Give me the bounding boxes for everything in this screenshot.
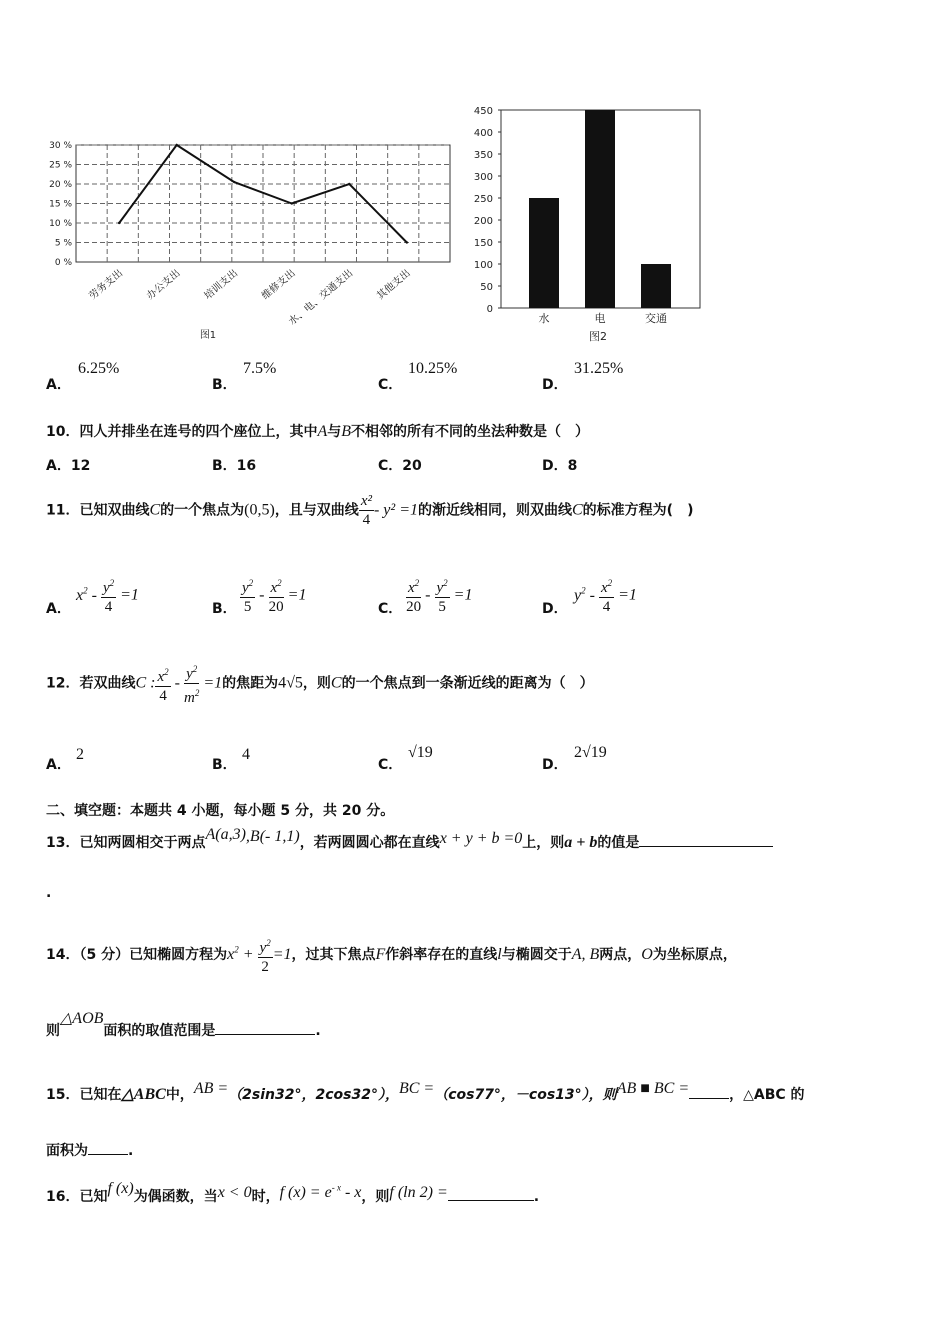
chart2-ytick-label: 150 xyxy=(473,238,493,249)
q14-text-e: 两点， xyxy=(599,947,642,963)
chart2-bar xyxy=(529,198,559,308)
chart2-ytick-label: 0 xyxy=(486,304,493,315)
q11-fraction: $\frac{\text{x²}}{4}$ xyxy=(360,493,372,528)
q12-text-b: 的焦距为 xyxy=(222,675,279,692)
q14-var-l: l xyxy=(497,946,502,963)
line-chart-figure1 xyxy=(40,130,460,350)
question-14-line2: 则△AOB面积的取值范围是 . xyxy=(46,1010,321,1039)
section-2-heading: 二、填空题：本题共 4 小题，每小题 5 分，共 20 分。 xyxy=(46,803,395,819)
q14-text-a: 14．（5 分）已知椭圆方程为 xyxy=(46,947,228,963)
chart1-category-label: 维修支出 xyxy=(259,267,298,303)
q16-text-b: 为偶函数，当 xyxy=(133,1189,218,1205)
chart2-ytick-label: 250 xyxy=(473,194,493,205)
q12-fraction-1: $\frac{x^2}{4}$ xyxy=(155,663,170,705)
q16-definition: f $(x) = e^{- x} - x$ xyxy=(279,1182,362,1201)
chart1-category-label: 办公支出 xyxy=(144,267,183,303)
chart2-category-label: 电 xyxy=(594,312,606,325)
q15-answer-blank-1[interactable] xyxy=(689,1098,729,1099)
q11-text-b: 的一个焦点为 xyxy=(160,502,245,519)
q14-points: A, B xyxy=(571,946,600,963)
q15-bc-value: （cos77°，－cos13°），则 xyxy=(434,1087,617,1103)
q12-option-a-label: A． xyxy=(46,757,71,773)
chart2-ytick-label: 350 xyxy=(473,150,493,161)
chart1-point xyxy=(175,144,177,146)
q16-condition: x < 0 xyxy=(217,1184,252,1201)
q11-option-a-formula: $x^2$ - $\frac{y^2}{4}$ =1 xyxy=(76,574,139,616)
q11-point: (0,5) xyxy=(244,501,275,519)
q9-option-d-value: 31.25% xyxy=(574,360,624,377)
q12-option-d-value: 2√19 xyxy=(574,744,607,761)
q16-fx: f (x) xyxy=(107,1180,134,1197)
q13-text-c: 上，则 xyxy=(522,835,565,851)
q13-point-b: ,B(- 1,1) xyxy=(245,828,300,845)
q10-option-c: C．20 xyxy=(378,458,422,474)
q10-text-a: 10．四人并排坐在连号的四个座位上，其中 xyxy=(46,424,318,440)
q12-option-c-value: √19 xyxy=(408,744,433,761)
q15-text-c: ，△ABC 的 xyxy=(729,1087,805,1103)
q11-text-e: 的标准方程为( ) xyxy=(582,502,694,519)
q9-option-a-label: A． xyxy=(46,377,71,393)
q9-option-b-label: B． xyxy=(212,377,237,393)
q15-vector-bc: BC = xyxy=(398,1080,435,1097)
q12-focal: 4√5 xyxy=(278,674,303,692)
q10-option-b: B．16 xyxy=(212,458,257,474)
q11-option-a-label: A． xyxy=(46,601,71,617)
chart2-category-label: 水 xyxy=(538,312,550,325)
q11-text-a: 11．已知双曲线 xyxy=(46,502,150,519)
q12-option-b-label: B． xyxy=(212,757,237,773)
chart2-ytick-label: 400 xyxy=(473,128,493,139)
chart2-ytick-label: 450 xyxy=(473,106,493,117)
q12-var-c: C xyxy=(330,674,342,692)
q14-text-g: 则 xyxy=(46,1023,60,1039)
chart2-caption: 图2 xyxy=(589,330,607,343)
q14-text-h: 面积的取值范围是 xyxy=(103,1023,216,1039)
question-13 xyxy=(46,826,773,852)
chart2-bar xyxy=(641,264,671,308)
q16-answer-blank[interactable] xyxy=(448,1200,534,1201)
q14-answer-blank[interactable] xyxy=(215,1034,315,1035)
q13-line: x + y + b =0 xyxy=(439,830,523,847)
q13-expr: a + b xyxy=(564,834,598,851)
chart1-ytick-label: 10 % xyxy=(49,219,72,229)
q15-text-a: 15．已知在 xyxy=(46,1087,122,1103)
q14-text-d: 与椭圆交于 xyxy=(501,947,572,963)
q15-text-d: 面积为 xyxy=(46,1143,88,1159)
q12-option-c-label: C． xyxy=(378,757,403,773)
q10-var-b: B xyxy=(341,423,352,440)
chart2-ytick-label: 50 xyxy=(480,282,493,293)
chart1-point xyxy=(233,181,235,183)
question-10 xyxy=(46,421,589,441)
q11-option-c-formula: $\frac{x^2}{20}$ - $\frac{y^2}{5}$ =1 xyxy=(406,574,472,616)
q9-option-c-value: 10.25% xyxy=(408,360,458,377)
q12-option-b-value: 4 xyxy=(242,746,250,763)
chart1-ytick-label: 15 % xyxy=(49,199,72,210)
q14-text-c: 作斜率存在的直线 xyxy=(385,947,498,963)
chart1-ytick-label: 25 % xyxy=(49,160,72,171)
q13-answer-blank[interactable] xyxy=(639,846,773,847)
q15-vector-ab: AB = xyxy=(193,1080,229,1097)
chart2-bar xyxy=(585,110,615,308)
chart1-point xyxy=(406,241,408,243)
q15-dot-product: AB ■ BC = xyxy=(616,1080,690,1097)
q16-ask: f (ln 2) = xyxy=(389,1184,448,1201)
q14-text-f: 为坐标原点， xyxy=(652,947,737,963)
q10-option-d: D．8 xyxy=(542,458,578,474)
q14-triangle: △AOB xyxy=(60,1010,104,1027)
chart1-point xyxy=(348,183,350,185)
chart1-category-label: 水、电、交通支出 xyxy=(286,267,356,328)
chart2-ytick-label: 200 xyxy=(473,216,493,227)
q12-option-d-label: D． xyxy=(542,757,568,773)
q15-ab-value: （2sin32°，2cos32°）， xyxy=(228,1087,399,1103)
question-16: 16．已知f (x)为偶函数，当x < 0时，f $(x) = e^{- x} - x$，则f (ln 2) = . xyxy=(46,1180,540,1205)
q10-option-a: A．12 xyxy=(46,458,91,474)
q13-point-a: A(a,3) xyxy=(205,826,246,843)
q16-text-d: ，则 xyxy=(361,1189,390,1205)
q11-option-d-label: D． xyxy=(542,601,568,617)
question-11: 11．已知双曲线C的一个焦点为(0,5)，且与双曲线 $\frac{\text{x²}}{4}$ - y² =1的渐近线相同，则双曲线C的标准方程为( ) xyxy=(46,493,694,528)
q11-option-b-label: B． xyxy=(212,601,237,617)
q14-text-b: ，过其下焦点 xyxy=(291,947,376,963)
q9-option-d-label: D． xyxy=(542,377,568,393)
chart2-ytick-label: 100 xyxy=(473,260,493,271)
q13-text-a: 13．已知两圆相交于两点 xyxy=(46,835,206,851)
q10-text-c: 不相邻的所有不同的坐法种数是（ ） xyxy=(351,424,590,440)
chart1-ytick-label: 5 % xyxy=(54,238,72,249)
q14-var-f: F xyxy=(375,946,386,963)
chart1-point xyxy=(291,202,293,204)
q11-option-b-formula: $\frac{y^2}{5}$ - $\frac{x^2}{20}$ =1 xyxy=(240,574,306,616)
chart1-category-label: 其他支出 xyxy=(375,267,413,303)
q12-text-a: 12．若双曲线 xyxy=(46,675,136,692)
q12-text-c: ，则 xyxy=(302,675,331,692)
question-15 xyxy=(46,1080,805,1104)
chart1-caption: 图1 xyxy=(199,330,217,341)
chart1-ytick-label: 20 % xyxy=(49,180,72,190)
q13-text-b: ，若两圆圆心都在直线 xyxy=(299,835,440,851)
question-15-line2: 面积为 . xyxy=(46,1143,134,1159)
q10-var-a: A xyxy=(317,423,328,440)
q11-var-c: C xyxy=(149,501,161,519)
chart1-category-label: 培训支出 xyxy=(202,267,241,303)
q14-fraction: $\frac{y^2}{2}$ xyxy=(258,934,273,976)
q16-text-c: 时， xyxy=(251,1189,280,1205)
chart2-ytick-label: 300 xyxy=(473,172,493,183)
q11-option-c-label: C． xyxy=(378,601,403,617)
q15-answer-blank-2[interactable] xyxy=(88,1154,128,1155)
q9-option-a-value: 6.25% xyxy=(78,360,120,377)
question-14: 14．（5 分）已知椭圆方程为$x^2$ + $\frac{y^2}{2}$ =1，过其下焦点F作斜率存在的直线l与椭圆交于A, B两点，O为坐标原点， xyxy=(46,934,737,976)
q9-option-c-label: C． xyxy=(378,377,403,393)
q12-option-a-value: 2 xyxy=(76,746,84,763)
q14-var-o: O xyxy=(641,946,653,963)
q15-text-b: 中， xyxy=(165,1087,194,1103)
question-12: 12．若双曲线C : $\frac{x^2}{4}$ - $\frac{y^2}{m^2}$ =1的焦距为4√5，则C的一个焦点到一条渐近线的距离为（ ） xyxy=(46,660,594,707)
q11-eq-tail: - y² =1 xyxy=(373,501,418,519)
q9-option-b-value: 7.5% xyxy=(243,360,277,377)
q16-text-a: 16．已知 xyxy=(46,1189,108,1205)
q13-trailing-dot: . xyxy=(46,885,52,901)
q13-text-d: 的值是 xyxy=(597,835,640,851)
chart1-ytick-label: 30 % xyxy=(49,141,72,151)
q12-fraction-2: $\frac{y^2}{m^2}$ xyxy=(184,660,199,707)
chart2-category-label: 交通 xyxy=(645,312,667,325)
q15-triangle: △ABC xyxy=(121,1086,166,1103)
bar-chart-figure2 xyxy=(470,100,720,350)
chart1-category-label: 劳务支出 xyxy=(87,267,126,303)
q11-text-d: 的渐近线相同，则双曲线 xyxy=(418,502,572,519)
q11-text-c: ，且与双曲线 xyxy=(274,502,359,519)
q12-lead: C : xyxy=(135,674,156,692)
q12-text-d: 的一个焦点到一条渐近线的距离为（ ） xyxy=(341,675,594,692)
q14-eq-tail: =1 xyxy=(272,946,292,963)
q10-text-b: 与 xyxy=(327,424,342,440)
chart1-ytick-label: 0 % xyxy=(54,258,72,268)
q11-option-d-formula: $y^2$ - $\frac{x^2}{4}$ =1 xyxy=(574,574,637,616)
chart1-point xyxy=(118,222,120,224)
